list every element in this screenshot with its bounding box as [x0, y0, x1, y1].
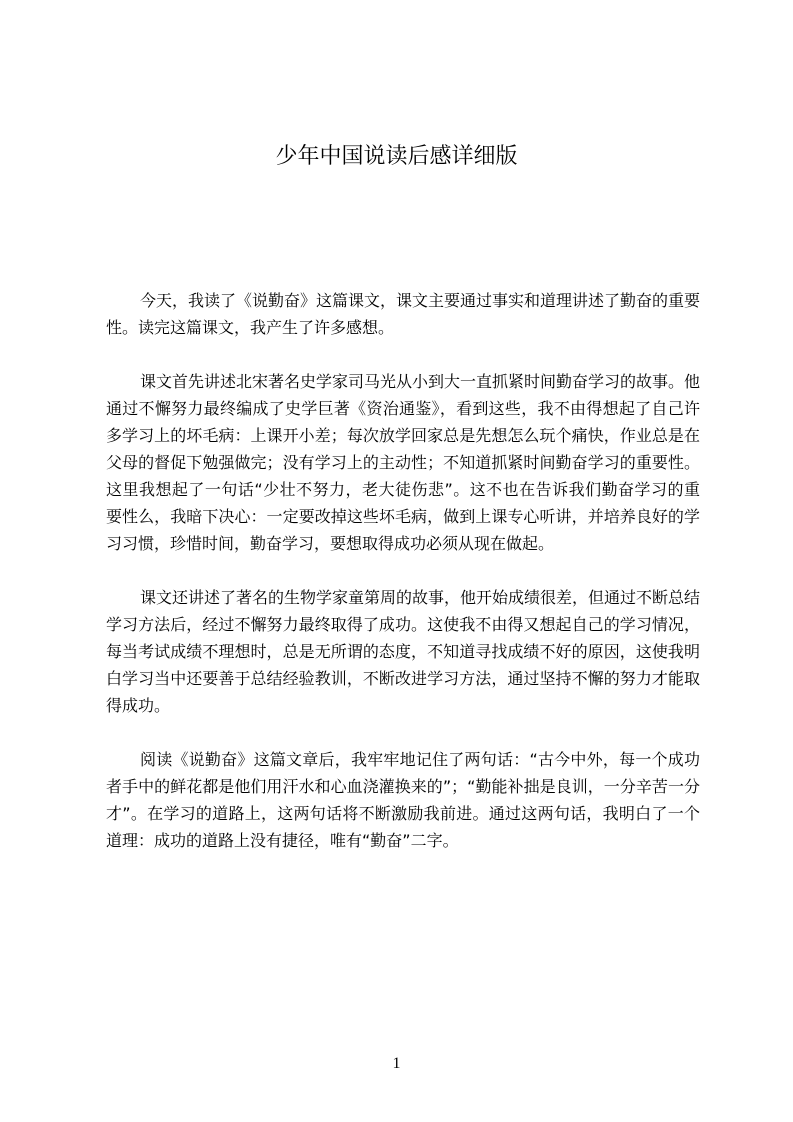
text-line: 父母的督促下勉强做完；没有学习上的主动性；不知道抓紧时间勤奋学习的重要性。 [106, 453, 700, 472]
text-line: 道理：成功的道路上没有捷径，唯有“勤奋”二字。 [106, 831, 459, 850]
text-line: 课文首先讲述北宋著名史学家司马光从小到大一直抓紧时间勤奋学习的故事。他 [140, 372, 701, 391]
text-line: 才”。在学习的道路上，这两句话将不断激励我前进。通过这两句话，我明白了一个 [106, 804, 700, 823]
text-line: 今天，我读了《说勤奋》这篇课文，课文主要通过事实和道理讲述了勤奋的重要 [140, 291, 701, 310]
text-line: 每当考试成绩不理想时，总是无所谓的态度，不知道寻找成绩不好的原因，这使我明 [106, 642, 700, 661]
text-line: 者手中的鲜花都是他们用汗水和心血浇灌换来的”；“勤能补拙是良训，一分辛苦一分 [106, 777, 700, 796]
text-line: 这里我想起了一句话“少壮不努力，老大徒伤悲”。这不也在告诉我们勤奋学习的重 [106, 480, 700, 499]
text-line: 通过不懈努力最终编成了史学巨著《资治通鉴》，看到这些，我不由得想起了自己许 [106, 399, 700, 418]
text-line: 性。读完这篇课文，我产生了许多感想。 [106, 318, 395, 337]
text-line: 白学习当中还要善于总结经验教训，不断改进学习方法，通过坚持不懈的努力才能取 [106, 669, 700, 688]
text-line: 习习惯，珍惜时间，勤奋学习，要想取得成功必须从现在做起。 [106, 534, 555, 553]
text-line: 阅读《说勤奋》这篇文章后，我牢牢地记住了两句话：“古今中外，每一个成功 [140, 750, 700, 769]
text-line: 得成功。 [106, 696, 171, 715]
paragraph-3 [106, 584, 700, 719]
text-line: 要性么，我暗下决心：一定要改掉这些坏毛病，做到上课专心听讲，并培养良好的学 [106, 507, 700, 526]
paragraph-4 [106, 746, 700, 854]
text-line: 多学习上的坏毛病：上课开小差；每次放学回家总是先想怎么玩个痛快，作业总是在 [106, 426, 700, 445]
text-line: 学习方法后，经过不懈努力最终取得了成功。这使我不由得又想起自己的学习情况， [106, 615, 700, 634]
text-line: 课文还讲述了著名的生物学家童第周的故事，他开始成绩很差，但通过不断总结 [140, 588, 701, 607]
page-number: 1 [392, 1055, 401, 1072]
paragraph-1 [106, 287, 700, 341]
page-title: 少年中国说读后感详细版 [275, 144, 518, 169]
paragraph-2 [106, 368, 700, 557]
